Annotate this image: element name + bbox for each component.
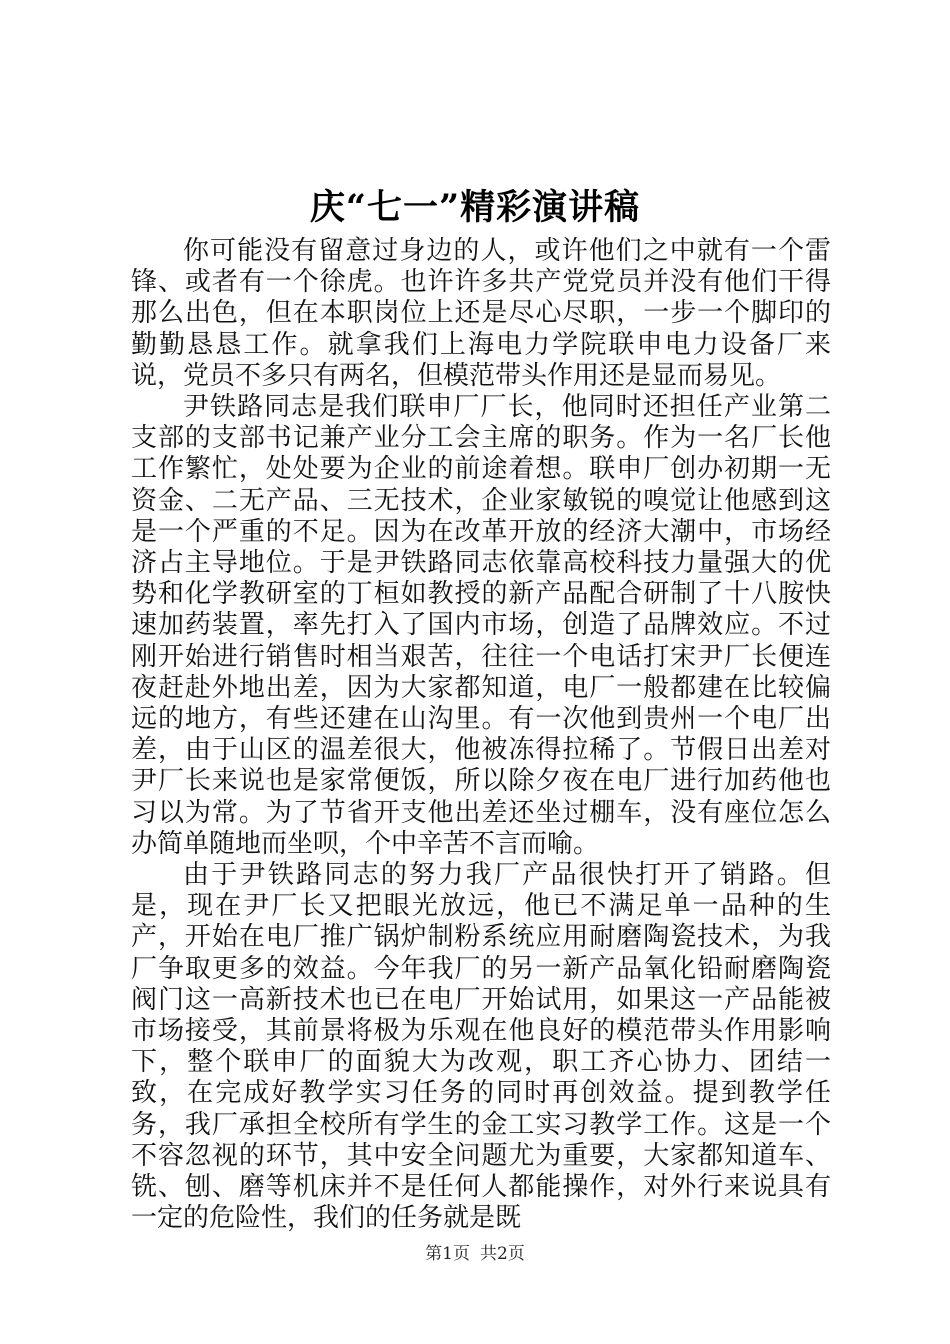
page-footer (0, 1242, 950, 1266)
page-number-current: 第1页 (425, 1244, 470, 1264)
document-title: 庆“七一”精彩演讲稿 (309, 187, 641, 228)
body-paragraph-2: 尹铁路同志是我们联申厂厂长，他同时还担任产业第二支部的支部书记兼产业分工会主席的职务。作为一名厂长他工作繁忙，处处要为企业的前途着想。联申厂创办初期一无资金、二无产品、三无技术，企业家敏锐的嗅觉让他感到这是一个严重的不足。因为在改革开放的经济大潮中，市场经济占主导地位。于是尹铁路同志依靠高校科技力量强大的优势和化学教研室的丁桓如教授的新产品配合研制了十八胺快速加药装置，率先打入了国内市场，创造了品牌效应。不过刚开始进行销售时相当艰苦，往往一个电话打宋尹厂长便连夜赶赴外地出差，因为大家都知道，电厂一般都建在比较偏远的地方，有些还建在山沟里。有一次他到贵州一个电厂出差，由于山区的温差很大，他被冻得拉稀了。节假日出差对尹厂长来说也是家常便饭，所以除夕夜在电厂进行加药他也习以为常。为了节省开支他出差还坐过棚车，没有座位怎么办简单随地而坐呗，个中辛苦不言而喻。 (131, 392, 831, 859)
page-number-total: 共2页 (480, 1244, 525, 1264)
body-paragraph-1: 你可能没有留意过身边的人，或许他们之中就有一个雷锋、或者有一个徐虎。也许许多共产党党员并没有他们干得那么出色，但在本职岗位上还是尽心尽职，一步一个脚印的勤勤恳恳工作。就拿我们上海电力学院联申电力设备厂来说，党员不多只有两名，但模范带头作用还是显而易见。 (131, 236, 831, 391)
body-paragraph-3: 由于尹铁路同志的努力我厂产品很快打开了销路。但是，现在尹厂长又把眼光放远，他已不满足单一品种的生产，开始在电厂推广锅炉制粉系统应用耐磨陶瓷技术，为我厂争取更多的效益。今年我厂的另一新产品氧化铅耐磨陶瓷阀门这一高新技术也已在电厂开始试用，如果这一产品能被市场接受，其前景将极为乐观在他良好的模范带头作用影响下，整个联申厂的面貌大为改观，职工齐心协力、团结一致，在完成好教学实习任务的同时再创效益。提到教学任务，我厂承担全校所有学生的金工实习教学工作。这是一个不容忽视的环节，其中安全问题尤为重要，大家都知道车、铣、刨、磨等机床并不是任何人都能操作，对外行来说具有一定的危险性，我们的任务就是既 (131, 860, 831, 1234)
document-body (131, 236, 831, 1235)
